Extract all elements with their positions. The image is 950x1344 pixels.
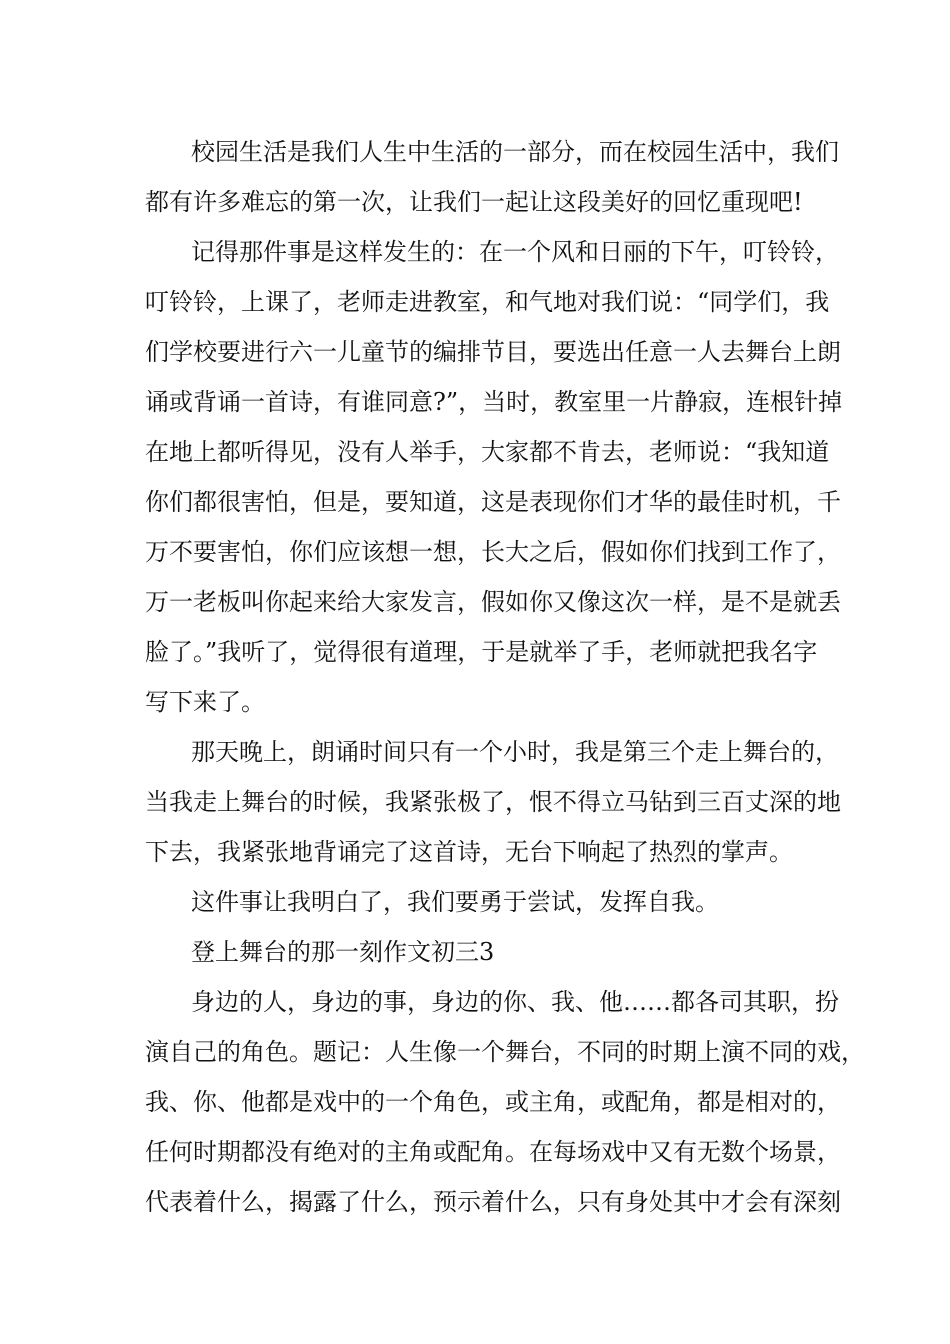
text-line: 写下来了。 — [145, 688, 265, 716]
text-line: 在地上都听得见，没有人举手，大家都不肯去，老师说：“我知道 — [145, 438, 830, 466]
text-line: 代表着什么，揭露了什么，预示着什么，只有身处其中才会有深刻 — [145, 1188, 841, 1216]
text-line: 登上舞台的那一刻作文初三3 — [191, 938, 495, 966]
text-line: 校园生活是我们人生中生活的一部分，而在校园生活中，我们 — [191, 138, 839, 166]
text-line: 你们都很害怕，但是，要知道，这是表现你们才华的最佳时机，千 — [145, 488, 841, 516]
text-line: 那天晚上，朗诵时间只有一个小时，我是第三个走上舞台的， — [191, 738, 839, 766]
text-line: 身边的人，身边的事，身边的你、我、他……都各司其职，扮 — [191, 988, 839, 1016]
text-line: 万一老板叫你起来给大家发言，假如你又像这次一样，是不是就丢 — [145, 588, 841, 616]
text-line: 万不要害怕，你们应该想一想，长大之后，假如你们找到工作了， — [145, 538, 841, 566]
text-line: 下去，我紧张地背诵完了这首诗，无台下响起了热烈的掌声。 — [145, 838, 793, 866]
text-line: 诵或背诵一首诗，有谁同意?”，当时，教室里一片静寂，连根针掉 — [145, 388, 843, 416]
text-line: 当我走上舞台的时候，我紧张极了，恨不得立马钻到三百丈深的地 — [145, 788, 841, 816]
text-line: 我、你、他都是戏中的一个角色，或主角，或配角，都是相对的， — [145, 1088, 841, 1116]
text-line: 叮铃铃，上课了，老师走进教室，和气地对我们说：“同学们，我 — [145, 288, 830, 316]
text-line: 任何时期都没有绝对的主角或配角。在每场戏中又有无数个场景， — [145, 1138, 841, 1166]
text-line: 脸了。”我听了，觉得很有道理，于是就举了手，老师就把我名字 — [145, 638, 818, 666]
text-line: 都有许多难忘的第一次，让我们一起让这段美好的回忆重现吧! — [145, 188, 803, 216]
text-line: 们学校要进行六一儿童节的编排节目，要选出任意一人去舞台上朗 — [145, 338, 841, 366]
text-line: 演自己的角色。题记：人生像一个舞台，不同的时期上演不同的戏， — [145, 1038, 865, 1066]
text-line: 这件事让我明白了，我们要勇于尝试，发挥自我。 — [191, 888, 719, 916]
body-text — [145, 127, 865, 1227]
text-line: 记得那件事是这样发生的：在一个风和日丽的下午，叮铃铃， — [191, 238, 839, 266]
